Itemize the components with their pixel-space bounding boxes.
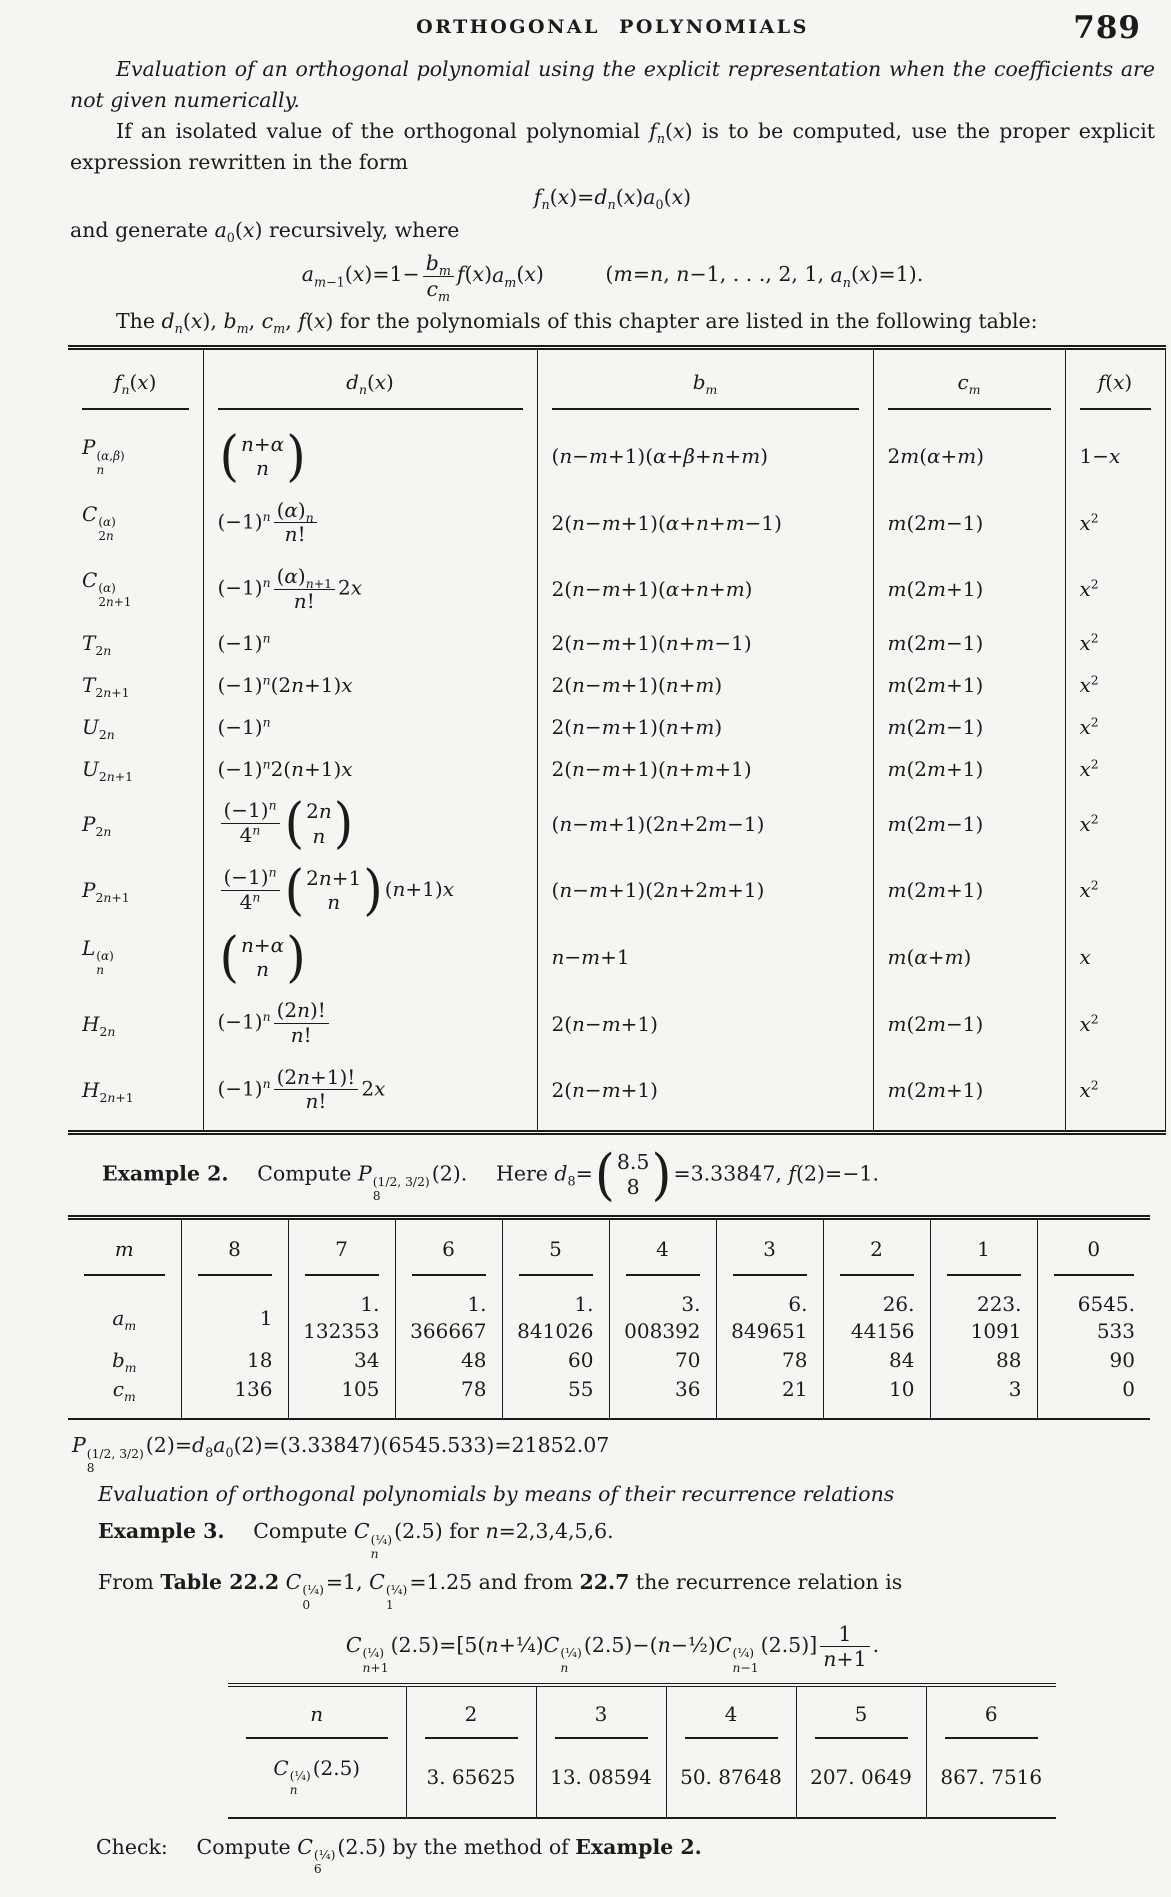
cm-expression: m(2m−1) [873,706,1065,748]
polynomial-symbol: C (α) 2n+1 [82,568,132,610]
bm-expression: (n−m+1)(α+β+n+m) [537,410,873,490]
formula-fn-dn-a0: $f_n(x)=d_n(x)a_0(x)$ [533,184,692,212]
fx-expression: $x^2$ [1065,790,1165,857]
bm-value: 84 [823,1346,930,1375]
cm-value: 78 [395,1375,502,1419]
col-header-cm: $c_m$ [873,347,1065,410]
dn-expression: $(-1)^n(2n+1)x$ [203,664,537,706]
m-value-header: 1 [930,1218,1037,1277]
iteration-table-header-row [68,1218,1150,1277]
col-header-bm: $b_m$ [537,347,873,410]
bm-expression: (n−m+1)(2n+2m−1) [537,790,873,857]
polynomial-symbol: $H_{2n}$ [82,1011,116,1039]
polynomial-symbol: $U_{2n}$ [82,715,115,743]
page-title: ORTHOGONAL POLYNOMIALS [416,16,809,38]
results-table-header-row [228,1685,1056,1739]
table-row [68,857,1165,924]
n-value-header: 2 [406,1685,536,1739]
col-header-fx: f(x) [1065,347,1165,410]
m-value-header: 4 [609,1218,716,1277]
dn-expression: $(-1)^n$ [203,706,537,748]
dn-expression: $(-1)^n$ [203,622,537,664]
fx-expression: x [1065,924,1165,991]
cm-expression: m(2m+1) [873,556,1065,622]
table-row [68,622,1165,664]
am-value: 1 [181,1276,288,1346]
fx-expression: $x^2$ [1065,490,1165,556]
am-row-label: $a_m$ [112,1305,137,1333]
intro-paragraph-3: and generate $a_0(x)$ recursively, where [70,218,460,246]
am-value: 223. 1091 [930,1276,1037,1346]
m-value-header: 8 [181,1218,288,1277]
check-line: Check: Compute C (¼) 6 (2.5) by the method of Example 2. [96,1834,702,1877]
am-row [68,1276,1150,1346]
bm-expression: 2(n−m+1)(α+n+m) [537,556,873,622]
cm-expression: m(2m−1) [873,622,1065,664]
cm-expression: m(2m−1) [873,990,1065,1056]
cm-expression: 2m(α+m) [873,410,1065,490]
fx-expression: $x^2$ [1065,990,1165,1056]
dn-expression: $(-1)^n$ $\frac{(\alpha)_{n+1}}{n!}$ 2x [203,556,537,622]
bm-expression: 2(n−m+1)(n+m) [537,706,873,748]
dn-expression: $(-1)^n$ $\frac{(2n)!}{n!}$ [203,990,537,1056]
dn-expression: ( n+α n ) [203,924,537,991]
fx-expression: $x^2$ [1065,664,1165,706]
fx-expression: $x^2$ [1065,1057,1165,1133]
polynomial-symbol: $P_{2n+1}$ [82,878,130,906]
example-2-line: Example 2. Compute P (1/2, 3/2) 8 (2). Here $d_8=$ ( 8.5 8 ) =3.33847, f(2)=−1. [102,1142,879,1208]
dn-expression: $\frac{(-1)^n}{4^n}$ ( 2n+1 n ) (n+1)x [203,857,537,924]
table-row [68,790,1165,857]
bm-value: 88 [930,1346,1037,1375]
dn-expression: $(-1)^n$ $\frac{(2n+1)!}{n!}$ 2x [203,1057,537,1133]
cm-value: 105 [288,1375,395,1419]
from-table-line: From Table 22.2 C (¼) 0 =1, C (¼) 1 =1.25 and from 22.7 the recurrence relation is [98,1569,903,1612]
fx-expression: $x^2$ [1065,622,1165,664]
results-table [228,1683,1056,1819]
cm-value: 3 [930,1375,1037,1419]
m-value-header: 2 [823,1218,930,1277]
bm-value: 34 [288,1346,395,1375]
n-value-header: 6 [926,1685,1056,1739]
col-header-dnx: $d_n(x)$ [203,347,537,410]
table-row [68,410,1165,490]
cm-value: 36 [609,1375,716,1419]
bm-value: 70 [609,1346,716,1375]
recurrence-section-heading: Evaluation of orthogonal polynomials by means of their recurrence relations [98,1481,895,1506]
cm-row [68,1375,1150,1419]
cm-expression: m(α+m) [873,924,1065,991]
table-row [68,1057,1165,1133]
n-value-header: 5 [796,1685,926,1739]
cn-value: 13. 08594 [536,1739,666,1818]
cm-expression: m(2m+1) [873,857,1065,924]
cm-expression: m(2m+1) [873,748,1065,790]
page-header [70,10,1155,54]
cm-expression: m(2m+1) [873,1057,1065,1133]
fx-expression: $x^2$ [1065,748,1165,790]
table-row [68,556,1165,622]
cm-expression: m(2m+1) [873,664,1065,706]
intro-paragraph-1: Evaluation of an orthogonal polynomial using the explicit representation when the coefficients are not given numerically. [70,57,1155,113]
intro-paragraph-2: If an isolated value of the orthogonal polynomial $f_n(x)$ is to be computed, use the proper explicit expression rewritten in the form [70,119,1156,175]
cn-value: 207. 0649 [796,1739,926,1818]
am-value: 6545. 533 [1037,1276,1150,1346]
table-row [68,990,1165,1056]
coefficients-table [68,345,1166,1135]
fx-expression: 1−x [1065,410,1165,490]
recurrence-formula: C (¼) n+1 (2.5)=[5(n+¼)C (¼) n (2.5)−(n−½)C (¼) n−1 (2.5)] $\frac{1}{n+1}$ . [345,1621,880,1675]
bm-value: 60 [502,1346,609,1375]
polynomial-symbol: P (α,β) n [82,435,125,477]
polynomial-symbol: $T_{2n}$ [82,631,112,659]
polynomial-symbol: $P_{2n}$ [82,811,112,839]
cn-values-row [228,1739,1056,1818]
cm-row-label: $c_m$ [112,1377,136,1405]
am-value: 1. 132353 [288,1276,395,1346]
bm-expression: 2(n−m+1)(n+m−1) [537,622,873,664]
fx-expression: $x^2$ [1065,706,1165,748]
bm-expression: n−m+1 [537,924,873,991]
table-row [68,748,1165,790]
coefficients-table-header-row [68,347,1165,410]
formula-recursion: $a_{m-1}(x)=1-$ $\frac{b_m}{c_m}$ $f(x)a_m(x)$ (m=n, n−1, . . ., 2, 1, $a_n(x)=1$). [301,251,924,304]
iteration-table [68,1215,1150,1420]
table-row [68,924,1165,991]
m-value-header: 6 [395,1218,502,1277]
table-row [68,706,1165,748]
bm-row-label: $b_m$ [111,1348,137,1376]
cn-row-label: C (¼) n (2.5) [273,1755,361,1797]
m-value-header: 5 [502,1218,609,1277]
am-value: 3. 008392 [609,1276,716,1346]
col-header-fnx: $f_n(x)$ [68,347,203,410]
polynomial-symbol: C (α) 2n [82,501,116,544]
cm-value: 10 [823,1375,930,1419]
m-value-header: 3 [716,1218,823,1277]
polynomial-symbol: $H_{2n+1}$ [82,1077,134,1105]
bm-value: 18 [181,1346,288,1375]
page-number: 789 [1073,10,1141,46]
bm-value: 90 [1037,1346,1150,1375]
polynomial-symbol: L (α) n [82,936,114,978]
bm-value: 78 [716,1346,823,1375]
intro-paragraph-4: The $d_n(x)$, $b_m$, $c_m$, f(x) for the polynomials of this chapter are listed in the following table: [116,308,1038,336]
m-value-header: 7 [288,1218,395,1277]
cm-value: 0 [1037,1375,1150,1419]
table-row [68,490,1165,556]
bm-value: 48 [395,1346,502,1375]
fx-expression: $x^2$ [1065,857,1165,924]
am-value: 1. 366667 [395,1276,502,1346]
polynomial-symbol: $T_{2n+1}$ [82,673,130,701]
cn-value: 3. 65625 [406,1739,536,1818]
cm-value: 21 [716,1375,823,1419]
cn-value: 867. 7516 [926,1739,1056,1818]
m-column-header: m [68,1218,181,1277]
bm-expression: 2(n−m+1)(n+m) [537,664,873,706]
am-value: 26. 44156 [823,1276,930,1346]
example-3-line: Example 3. Compute C (¼) n (2.5) for n=2,3,4,5,6. [98,1519,614,1561]
am-value: 6. 849651 [716,1276,823,1346]
dn-expression: ( n+α n ) [203,410,537,490]
table-row [68,664,1165,706]
bm-expression: 2(n−m+1) [537,1057,873,1133]
cm-value: 55 [502,1375,609,1419]
polynomial-symbol: $U_{2n+1}$ [82,757,133,785]
n-column-header: n [228,1685,406,1739]
bm-row [68,1346,1150,1375]
cm-expression: m(2m−1) [873,790,1065,857]
dn-expression: $(-1)^n$ $\frac{(\alpha)_n}{n!}$ [203,490,537,556]
m-value-header: 0 [1037,1218,1150,1277]
dn-expression: $(-1)^n2(n+1)x$ [203,748,537,790]
bm-expression: 2(n−m+1) [537,990,873,1056]
cn-value: 50. 87648 [666,1739,796,1818]
dn-expression: $\frac{(-1)^n}{4^n}$ ( 2n n ) [203,790,537,857]
fx-expression: $x^2$ [1065,556,1165,622]
am-value: 1. 841026 [502,1276,609,1346]
cm-value: 136 [181,1375,288,1419]
n-value-header: 4 [666,1685,796,1739]
n-value-header: 3 [536,1685,666,1739]
bm-expression: 2(n−m+1)(n+m+1) [537,748,873,790]
example-2-result: P (1/2, 3/2) 8 $(2)=d_8a_0(2)=(3.33847)(6545.533)=21852.07$ [72,1433,610,1475]
bm-expression: 2(n−m+1)(α+n+m−1) [537,490,873,556]
cm-expression: m(2m−1) [873,490,1065,556]
bm-expression: (n−m+1)(2n+2m+1) [537,857,873,924]
